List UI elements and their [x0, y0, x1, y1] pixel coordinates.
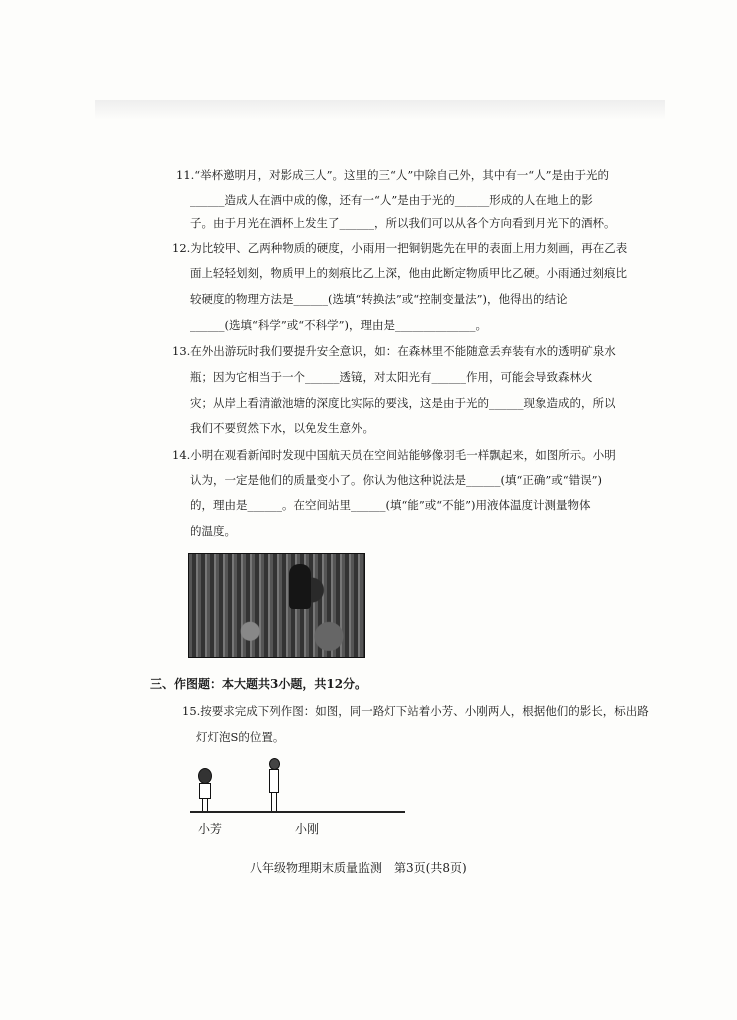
boy-body [269, 769, 279, 793]
q15-line-2: 灯灯泡S的位置。 [196, 730, 285, 744]
q14-line-1: 14.小明在观看新闻时发现中国航天员在空间站能够像羽毛一样飘起来，如图所示。小明 [172, 448, 616, 462]
space-station-photo [188, 553, 365, 658]
q13-line-3: 灾；从岸上看清澈池塘的深度比实际的要浅，这是由于光的______现象造成的，所以 [190, 396, 616, 410]
q12-line-1: 12.为比较甲、乙两种物质的硬度，小雨用一把铜钥匙先在甲的表面上用力刻画，再在乙表 [172, 241, 628, 255]
scan-shadow [95, 100, 665, 120]
q14-line-3: 的，理由是______。在空间站里______(填“能”或“不能”)用液体温度计测量物体 [190, 498, 591, 512]
streetlight-figure [190, 758, 410, 838]
boy-legs [271, 792, 277, 811]
section-3-heading: 三、作图题：本大题共3小题，共12分。 [150, 677, 368, 691]
girl-head [198, 768, 212, 784]
q13-line-2: 瓶；因为它相当于一个______透镜，对太阳光有______作用，可能会导致森林火 [190, 370, 593, 384]
q12-line-2: 面上轻轻划刻，物质甲上的刻痕比乙上深，他由此断定物质甲比乙硬。小雨通过刻痕比 [190, 266, 627, 280]
q15-line-1: 15.按要求完成下列作图：如图，同一路灯下站着小芳、小刚两人，根据他们的影长，标出路 [182, 704, 649, 718]
girl-legs [202, 798, 208, 811]
q14-line-2: 认为，一定是他们的质量变小了。你认为他这种说法是______(填“正确”或“错误”) [190, 473, 602, 487]
label-xiaogang: 小刚 [295, 822, 320, 836]
q11-line-1: 11.“举杯邀明月，对影成三人”。这里的三“人”中除自己外，其中有一“人”是由于光的 [176, 168, 610, 182]
label-xiaofang: 小芳 [198, 822, 223, 836]
q13-line-1: 13.在外出游玩时我们要提升安全意识，如：在森林里不能随意丢弃装有水的透明矿泉水 [172, 344, 616, 358]
page-footer: 八年级物理期末质量监测 第3页(共8页) [250, 861, 467, 875]
q11-line-2: ______造成人在酒中成的像，还有一“人”是由于光的______形成的人在地上的影 [190, 193, 593, 207]
girl-body [199, 783, 211, 799]
q12-line-3: 较硬度的物理方法是______(选填“转换法”或“控制变量法”)，他得出的结论 [190, 292, 568, 306]
q11-line-3: 子。由于月光在酒杯上发生了______，所以我们可以从各个方向看到月光下的酒杯。 [190, 216, 616, 230]
q14-line-4: 的温度。 [190, 524, 236, 538]
q12-line-4: ______(选填“科学”或“不科学”)，理由是______________。 [190, 318, 487, 332]
q13-line-4: 我们不要贸然下水，以免发生意外。 [190, 421, 374, 435]
ground-line [190, 811, 405, 813]
